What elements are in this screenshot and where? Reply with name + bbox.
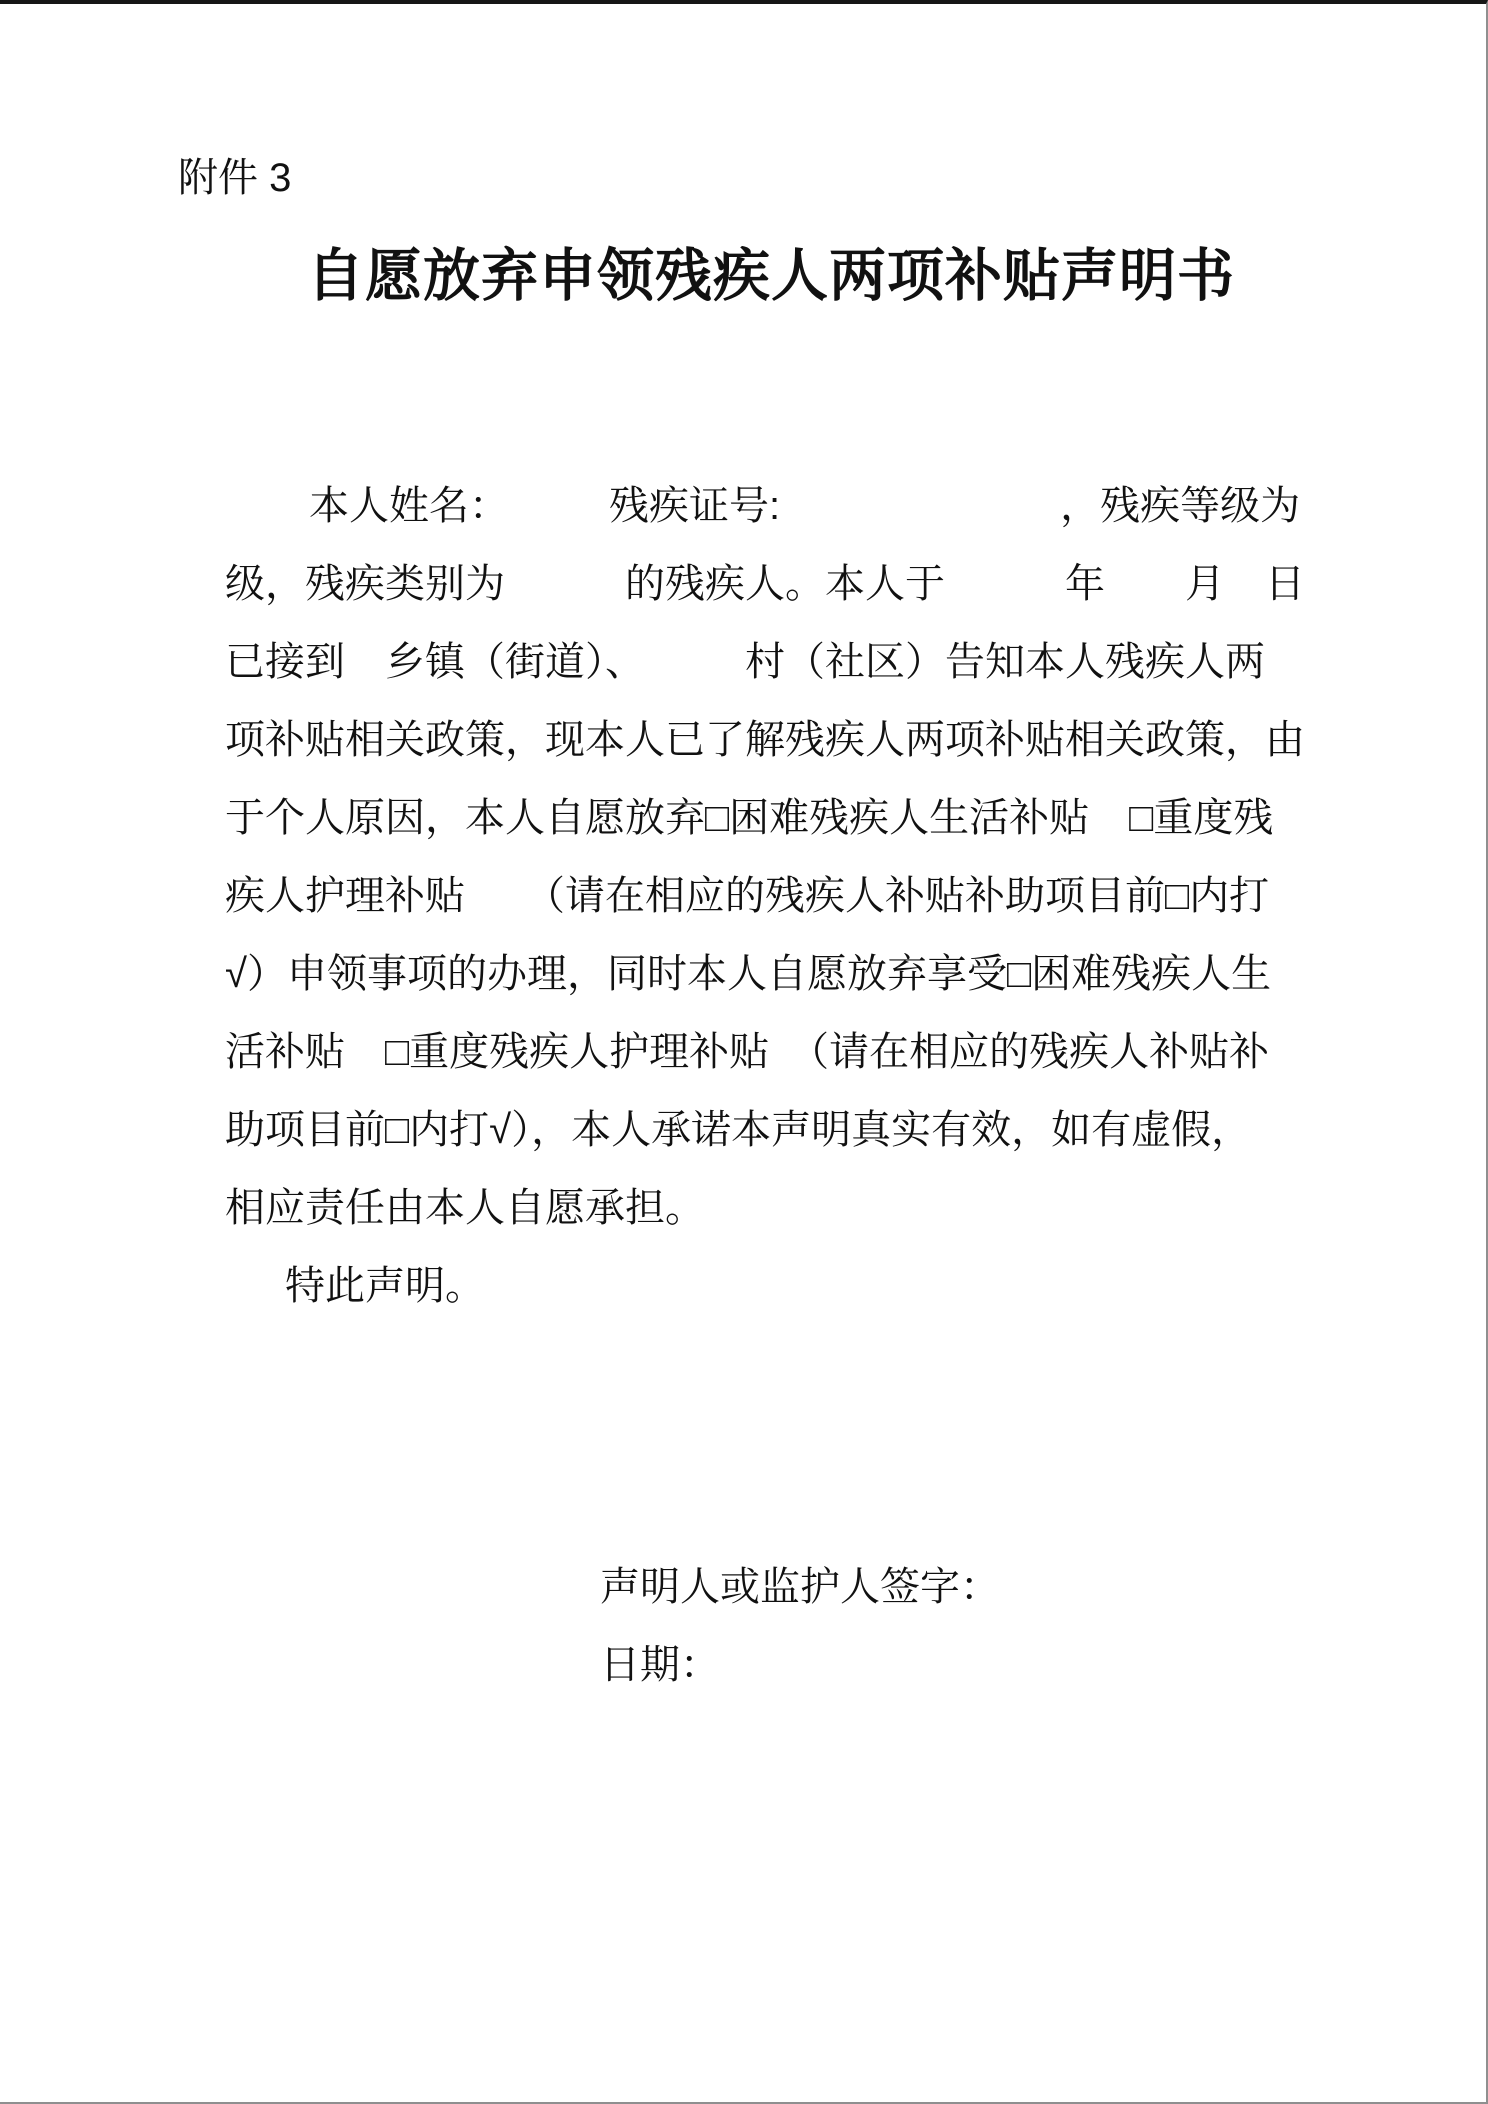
signature-block <box>600 1548 1000 1704</box>
body-line: 疾人护理补贴 （请在相应的残疾人补贴补助项目前□内打 <box>225 874 1270 918</box>
body-line: 本人姓名： 残疾证号: ，残疾等级为 <box>309 484 1301 528</box>
document-body <box>225 467 1355 1325</box>
body-line-closing-statement: 特此声明。 <box>285 1264 485 1308</box>
body-line-care-subsidy-checkbox: 活补贴 □重度残疾人护理补贴 （请在相应的残疾人补贴补 <box>225 1030 1270 1074</box>
signer-label: 声明人或监护人签字： <box>600 1565 1000 1609</box>
body-line: 已接到 乡镇（街道）、 村（社区）告知本人残疾人两 <box>225 640 1265 684</box>
body-line-life-subsidy-checkbox: 于个人原因，本人自愿放弃□困难残疾人生活补贴 □重度残 <box>225 796 1274 840</box>
body-line: √）申领事项的办理，同时本人自愿放弃享受□困难残疾人生 <box>225 952 1272 996</box>
body-line: 相应责任由本人自愿承担。 <box>225 1186 705 1230</box>
body-line: 助项目前□内打√），本人承诺本声明真实有效，如有虚假， <box>225 1108 1252 1152</box>
document-title: 自愿放弃申领残疾人两项补贴声明书 <box>307 244 1235 308</box>
body-line: 级，残疾类别为 的残疾人。本人于 年 月 日 <box>225 562 1305 606</box>
body-line: 项补贴相关政策，现本人已了解残疾人两项补贴相关政策，由 <box>225 718 1305 762</box>
date-label: 日期： <box>600 1643 720 1687</box>
attachment-label: 附件 3 <box>178 156 292 200</box>
